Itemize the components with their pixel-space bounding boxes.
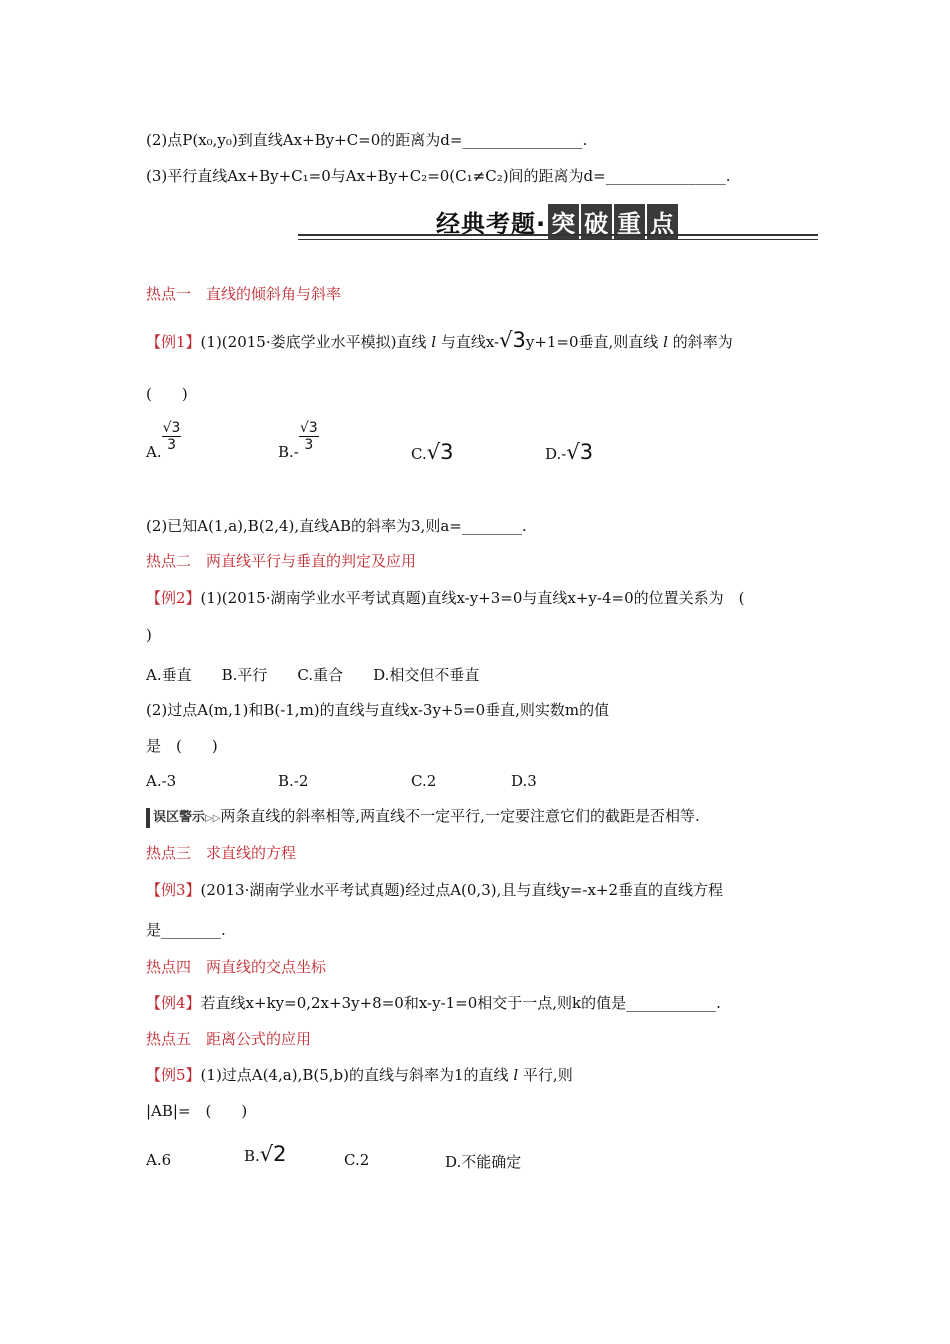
ex1-option-a: A. $\frac{√3}{3}$ xyxy=(146,420,181,461)
example-1-q1: 【例1】(1)(2015·娄底学业水平模拟)直线 l 与直线x-√3y+1=0垂直,则直线 l 的斜率为 xyxy=(146,328,733,352)
ex2-option-a: A.-3 xyxy=(146,772,177,790)
example-2-q2: (2)过点A(m,1)和B(-1,m)的直线与直线x-3y+5=0垂直,则实数m的值 xyxy=(146,701,610,719)
hotspot-5-heading: 热点五 距离公式的应用 xyxy=(146,1030,312,1048)
example-4: 【例4】若直线x+ky=0,2x+3y+8=0和x-y-1=0相交于一点,则k的值是____________. xyxy=(146,994,721,1012)
example-2-q1: 【例2】(1)(2015·湖南学业水平考试真题)直线x-y+3=0与直线x+y-4=0的位置关系为 ( xyxy=(146,589,745,607)
example-1-paren: ( ) xyxy=(146,385,188,403)
example-5-q1: 【例5】(1)过点A(4,a),B(5,b)的直线与斜率为1的直线 l 平行,则 xyxy=(146,1066,573,1084)
example-2-options: A.垂直 B.平行 C.重合 D.相交但不垂直 xyxy=(146,666,480,684)
warning-note: 误区警示▷▷两条直线的斜率相等,两直线不一定平行,一定要注意它们的截距是否相等. xyxy=(146,806,700,829)
example-2-q2-end: 是 ( ) xyxy=(146,737,218,755)
ex1-option-d: D.-√3 xyxy=(545,440,594,464)
example-3: 【例3】(2013·湖南学业水平考试真题)经过点A(0,3),且与直线y=-x+2垂直的直线方程 xyxy=(146,881,724,899)
example-3-end: 是________. xyxy=(146,921,226,939)
example-1-q2: (2)已知A(1,a),B(2,4),直线AB的斜率为3,则a=________. xyxy=(146,517,527,535)
example-5-q1-end: |AB|= ( ) xyxy=(146,1102,248,1120)
ex2-option-d: D.3 xyxy=(511,772,537,790)
hotspot-4-heading: 热点四 两直线的交点坐标 xyxy=(146,958,327,976)
ex5-option-d: D.不能确定 xyxy=(445,1153,522,1171)
ex5-option-c: C.2 xyxy=(344,1151,370,1169)
banner-title: 经典考题· 突 破 重 点 xyxy=(436,204,678,239)
ex5-option-a: A.6 xyxy=(146,1151,172,1169)
ex1-option-b: B.- $\frac{√3}{3}$ xyxy=(278,420,318,461)
example-2-q1-end: ) xyxy=(146,626,152,644)
ex5-option-b: B.√2 xyxy=(244,1142,287,1166)
section-banner xyxy=(298,200,818,242)
ex2-option-c: C.2 xyxy=(411,772,437,790)
ex1-option-c: C.√3 xyxy=(411,440,454,464)
distance-parallel-lines: (3)平行直线Ax+By+C₁=0与Ax+By+C₂=0(C₁≠C₂)间的距离为d=________________. xyxy=(146,167,731,185)
hotspot-3-heading: 热点三 求直线的方程 xyxy=(146,844,297,862)
hotspot-2-heading: 热点二 两直线平行与垂直的判定及应用 xyxy=(146,552,417,570)
hotspot-1-heading: 热点一 直线的倾斜角与斜率 xyxy=(146,285,342,303)
ex2-option-b: B.-2 xyxy=(278,772,309,790)
distance-point-line: (2)点P(x₀,y₀)到直线Ax+By+C=0的距离为d=________________. xyxy=(146,131,588,149)
